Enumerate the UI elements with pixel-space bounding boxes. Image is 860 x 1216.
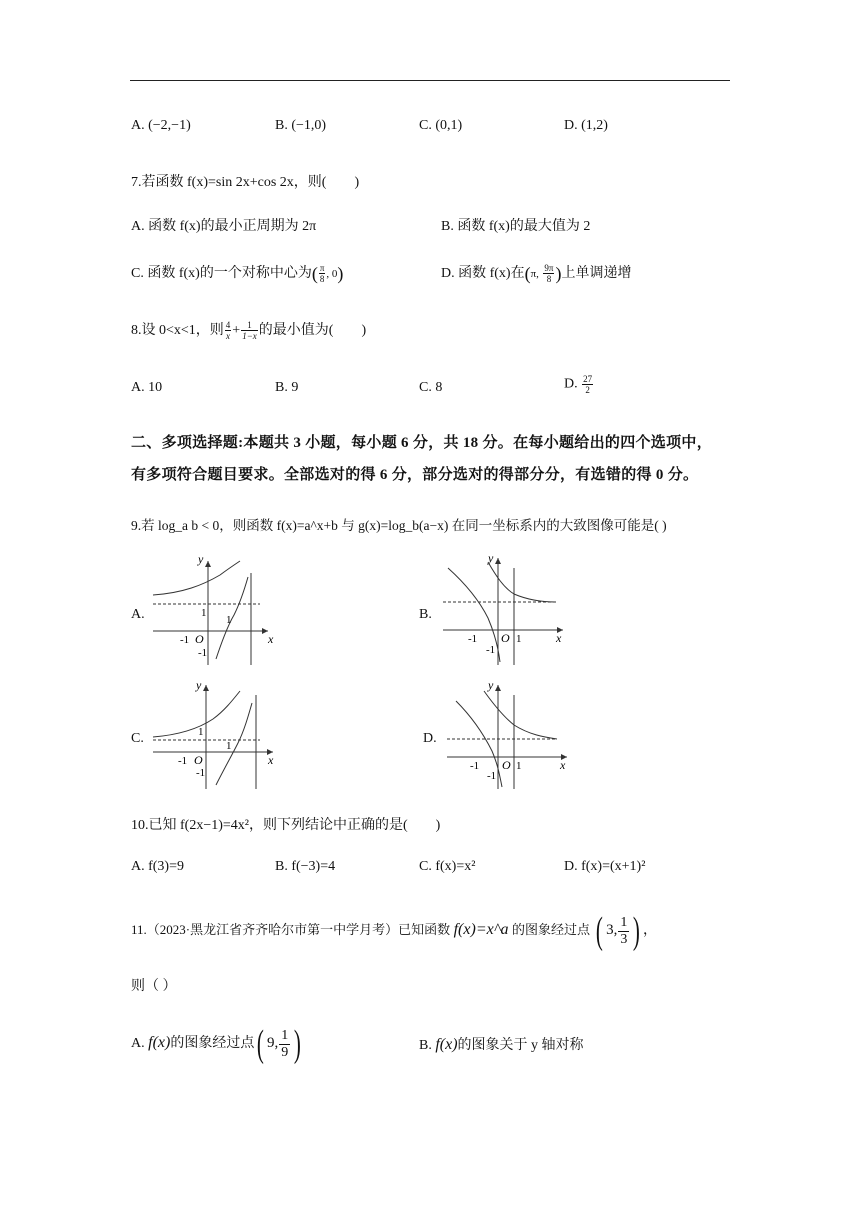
q7-stem: 7.若函数 f(x)=sin 2x+cos 2x，则( ) [131, 175, 360, 190]
neg-one-label: -1 [180, 634, 190, 646]
q9-graph-a-label: A. [131, 607, 145, 622]
svg-text:-1: -1 [196, 767, 206, 779]
q9-graph-a [148, 553, 288, 668]
q11-stem-continued: 则（ ） [131, 979, 177, 994]
q9-graph-d-label: D. [423, 731, 437, 746]
q11-option-b: B. f(x)的图象关于 y 轴对称 [419, 1036, 584, 1053]
svg-text:O: O [194, 753, 203, 767]
svg-text:-1: -1 [178, 755, 188, 767]
q8-option-d: D. $\frac{27}{2}$ [564, 374, 593, 395]
svg-text:1: 1 [516, 633, 522, 645]
q11-option-a: A. f(x)的图象经过点( 9, $\frac{1}{9}$ ) [131, 1023, 302, 1065]
q9-graph-c [148, 677, 288, 792]
svg-text:x: x [560, 758, 566, 772]
q8-option-b: B. 9 [275, 380, 299, 395]
svg-text:-1: -1 [487, 770, 497, 782]
section-2-instructions: 有多项符合题目要求。全部选对的得 6 分，部分选对的得部分分，有选错的得 0 分。 [131, 467, 699, 483]
one-label: 1 [226, 614, 232, 626]
q10-option-d: D. f(x)=(x+1)² [564, 859, 646, 874]
svg-text:y: y [488, 551, 494, 565]
svg-text:-1: -1 [486, 644, 496, 656]
q9-graph-b [438, 550, 573, 668]
q6-option-c: C. (0,1) [419, 118, 463, 133]
svg-text:x: x [268, 753, 274, 767]
x-axis-label: x [268, 632, 274, 646]
q10-stem: 10.已知 f(2x−1)=4x²，则下列结论中正确的是( ) [131, 818, 441, 833]
y-axis-label: y [198, 553, 204, 566]
q10-option-c: C. f(x)=x² [419, 859, 476, 874]
header-rule [130, 80, 730, 81]
q6-option-a: A. (−2,−1) [131, 118, 191, 133]
svg-text:-1: -1 [470, 760, 480, 772]
q6-option-b: B. (−1,0) [275, 118, 327, 133]
origin-label: O [195, 632, 204, 646]
q7-option-c: C. 函数 f(x)的一个对称中心为( $\frac{\pi}{8}$ , 0) [131, 263, 344, 285]
q7-option-d: D. 函数 f(x)在(π, $\frac{9\pi}{8}$ )上单调递增 [441, 263, 632, 285]
q7-option-a: A. 函数 f(x)的最小正周期为 2π [131, 219, 317, 234]
q9-graph-d [442, 677, 577, 792]
svg-text:1: 1 [226, 740, 232, 752]
neg-one-label: -1 [198, 647, 208, 659]
svg-text:O: O [502, 758, 511, 772]
svg-text:O: O [501, 631, 510, 645]
q11-stem: 11.（2023·黑龙江省齐齐哈尔市第一中学月考）已知函数 f(x)=x^a 的图象经过点 ( 3, $\frac{1}{3}$ ) ， [131, 910, 658, 952]
svg-text:y: y [488, 678, 494, 692]
q10-option-b: B. f(−3)=4 [275, 859, 336, 874]
q6-option-d: D. (1,2) [564, 118, 608, 133]
svg-text:x: x [556, 631, 562, 645]
svg-text:1: 1 [198, 726, 204, 738]
q9-graph-c-label: C. [131, 731, 144, 746]
section-2-heading: 二、多项选择题:本题共 3 小题，每小题 6 分，共 18 分。在每小题给出的四个选项中， [131, 435, 712, 451]
q8-stem: 8.设 0<x<1，则 $\frac{4}{x}$ + $\frac{1}{1-x}$ 的最小值为( ) [131, 320, 367, 342]
svg-text:1: 1 [516, 760, 522, 772]
q10-option-a: A. f(3)=9 [131, 859, 184, 874]
q9-stem: 9.若 log_a b < 0，则函数 f(x)=a^x+b 与 g(x)=log_b(a−x) 在同一坐标系内的大致图像可能是( ) [131, 518, 667, 533]
svg-text:-1: -1 [468, 633, 478, 645]
svg-text:y: y [196, 678, 202, 692]
q8-option-a: A. 10 [131, 380, 163, 395]
one-label: 1 [201, 607, 207, 619]
q9-graph-b-label: B. [419, 607, 432, 622]
q7-option-b: B. 函数 f(x)的最大值为 2 [441, 219, 591, 234]
q8-option-c: C. 8 [419, 380, 443, 395]
